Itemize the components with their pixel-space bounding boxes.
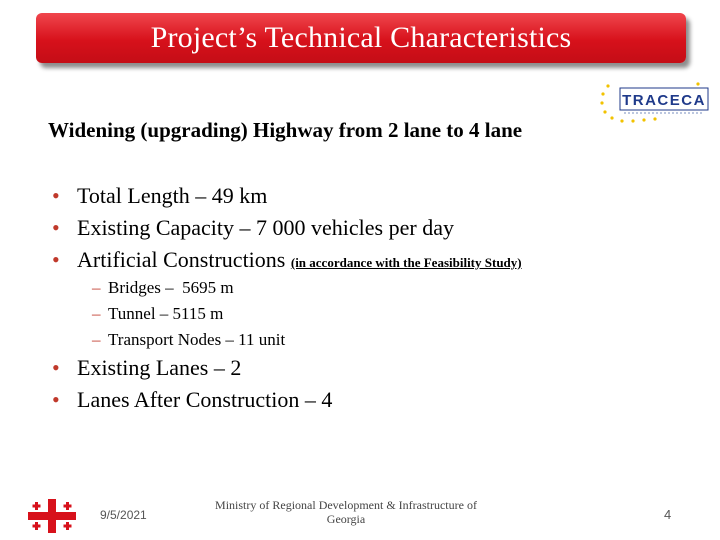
footer-org-line2: Georgia: [326, 512, 366, 526]
bullet-existing-lanes: [52, 352, 332, 384]
bullet-list-lanes: [52, 352, 332, 416]
footer-date: 9/5/2021: [100, 508, 147, 522]
bullet-text: Total Length – 49 km: [77, 183, 268, 208]
traceca-logo: [598, 78, 714, 124]
dash-icon: –: [92, 278, 101, 297]
bullet-lanes-after: [52, 384, 332, 416]
slide-subtitle: Widening (upgrading) Highway from 2 lane to 4 lane: [48, 118, 523, 142]
title-banner: [36, 13, 686, 63]
footer-organization: [210, 498, 482, 526]
sub-bullet-bridges: [92, 275, 285, 301]
bullet-icon: •: [52, 387, 60, 412]
slide-title: Project’s Technical Characteristics: [150, 21, 572, 54]
logo-text: TRACECA: [622, 92, 706, 109]
sub-bullet-text: Tunnel – 5115 m: [108, 304, 224, 323]
bullet-total-length: [52, 180, 522, 212]
bullet-icon: •: [52, 183, 60, 208]
feasibility-note: (in accordance with the Feasibility Study): [290, 255, 522, 270]
bullet-existing-capacity: [52, 212, 522, 244]
bullet-text: Existing Lanes – 2: [77, 355, 242, 380]
bullet-icon: •: [52, 247, 60, 272]
bullet-list-main: [52, 180, 522, 279]
georgia-flag-icon: [26, 497, 78, 535]
sub-bullet-list: [92, 275, 285, 353]
footer-org-line1: Ministry of Regional Development & Infrastructure of: [215, 498, 477, 512]
bullet-icon: •: [52, 215, 60, 240]
page-number: 4: [664, 507, 672, 522]
bullet-text: Lanes After Construction – 4: [77, 387, 333, 412]
bullet-artificial-constructions: [52, 244, 522, 279]
bullet-icon: •: [52, 355, 60, 380]
sub-bullet-tunnel: [92, 301, 285, 327]
sub-bullet-text: Transport Nodes – 11 unit: [108, 330, 286, 349]
sub-bullet-transport-nodes: [92, 327, 285, 353]
bullet-text: Artificial Constructions: [77, 247, 291, 272]
dash-icon: –: [92, 330, 101, 349]
sub-bullet-text: Bridges – 5695 m: [108, 278, 234, 297]
bullet-text: Existing Capacity – 7 000 vehicles per day: [77, 215, 454, 240]
dash-icon: –: [92, 304, 101, 323]
